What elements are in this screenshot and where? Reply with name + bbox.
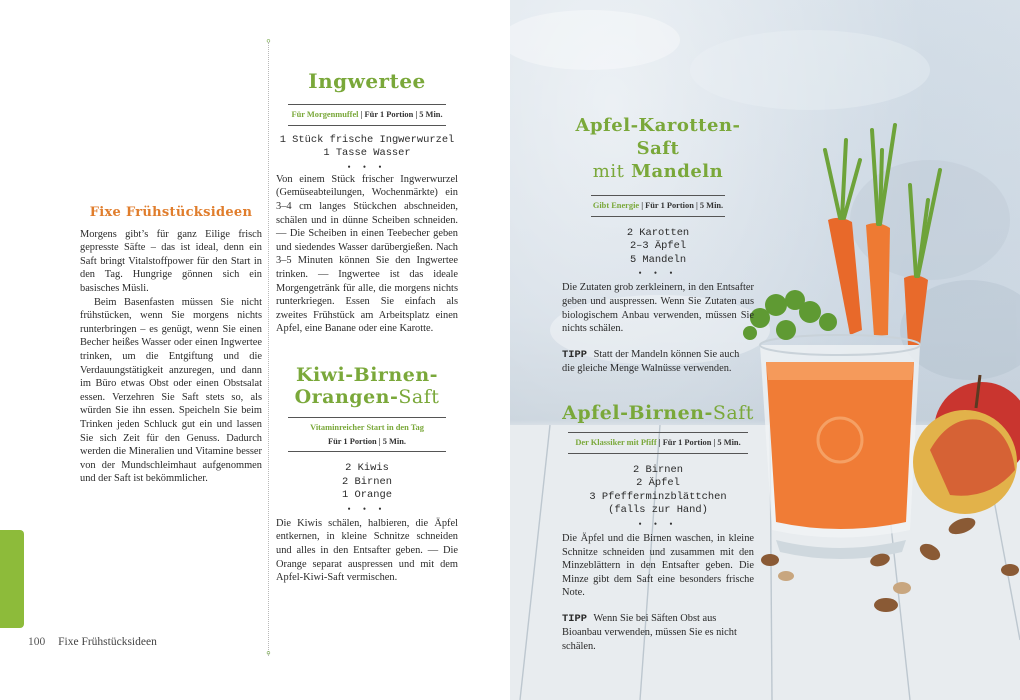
juice-recipes <box>562 114 754 654</box>
recipe-title-bold: Apfel-Birnen- <box>562 401 713 424</box>
ingredient-item: 1 Tasse Wasser <box>323 147 411 160</box>
separator-dots: • • • <box>347 161 387 172</box>
ingredient-item: 2 Birnen <box>633 463 683 476</box>
intro-paragraph: Beim Basenfasten müssen Sie nicht frühstücken, wenn Sie morgens nichts runterbringen – es genügt, wenn Sie einen Becher heißes Wasser oder einen Ingwertee trinken, um die Entgiftung und die Verdauungstätigkeit anzuregen, und dann im Büro etwas Obst oder einen Obstsalat essen. Verzehren Sie Saft stets so, als würden Sie ihn essen. Speicheln Sie beim Trinken jeden Schluck gut ein und lassen Sie sich Zeit für den Genuss. Dadurch werden die Mineralien und Vitamine besser von der Mundschleimhaut aufgenommen und der Saft ist bekömmlicher. <box>80 296 262 485</box>
column-divider <box>268 42 269 656</box>
recipe-column <box>276 70 458 585</box>
recipe-meta-tag: Für Morgenmuffel <box>291 110 359 119</box>
recipe-instructions: Die Zutaten grob zerkleinern, in den Entsafter geben und auspressen. Wenn Sie Zutaten aus biologischem Anbau verwenden, müssen Sie nichts schälen. <box>562 282 754 335</box>
ingredient-list <box>562 227 754 268</box>
recipe-title-line <box>562 160 754 183</box>
tip-text: Wenn Sie bei Säften Obst aus Bioanbau verwenden, müssen Sie es nicht schälen. <box>562 612 737 653</box>
tip-label: TIPP <box>562 612 587 625</box>
section-name: Fixe Frühstücksideen <box>58 636 157 648</box>
ingredient-item: 2–3 Äpfel <box>629 240 687 253</box>
recipe-title-line <box>276 386 458 408</box>
intro-paragraph: Morgens gibt’s für ganz Eilige frisch gepresste Säfte – das ist ideal, denn ein Saft bringt Vitalstoffpower für den Start in den Tag. Hungrige gönnen sich ein basisches Müsli. <box>80 228 262 294</box>
recipe-instructions: Die Äpfel und die Birnen waschen, in kleine Schnitze schneiden und zusammen mit den Minzeblättern in den Entsafter geben. Die Minze gibt dem Saft eine besonders frische Note. <box>562 532 754 599</box>
recipe-title-bold: Orangen- <box>294 385 399 408</box>
recipe-title-kiwi <box>276 364 458 408</box>
recipe-title-line: Kiwi-Birnen- <box>295 363 439 386</box>
ingredient-list <box>276 134 458 161</box>
recipe-meta-tag: Gibt Energie <box>592 201 640 210</box>
intro-column <box>80 206 262 486</box>
recipe-instructions: Von einem Stück frischer Ingwerwurzel (Gemüseabteilungen, Wochenmärkte) ein 3–4 cm langes Stückchen abschneiden, schälen und in dünne Scheiben schneiden. — Die Scheiben in einen Teebecher geben und siedendes Wasser darübergießen. Nach 3–5 Minuten können Sie den Ingwertee trinken. — Ingwertee ist das ideale Morgengetränk für alle, die morgens nichts runterkriegen. Essen Sie einfach als zweites Frühstück am Arbeitsplatz einen Apfel, eine Banane oder eine Karotte. <box>276 173 458 335</box>
ingredient-list <box>276 462 458 503</box>
recipe-tip <box>562 612 754 654</box>
ingredient-item: 3 Pfefferminzblättchen <box>589 490 727 503</box>
recipe-tip <box>562 348 754 376</box>
ingredient-list <box>562 464 754 518</box>
ingredient-item: 1 Orange <box>342 489 392 502</box>
recipe-meta-info: Für 1 Portion | 5 Min. <box>328 436 406 446</box>
recipe-title-soft: Saft <box>398 385 440 408</box>
juice-glass <box>760 335 920 559</box>
recipe-title-apfel-karotten <box>562 114 754 183</box>
recipe-meta <box>591 195 725 217</box>
page-footer <box>28 636 157 648</box>
recipe-title-bold: Mandeln <box>631 161 724 182</box>
recipe-title-soft: Saft <box>712 401 754 424</box>
separator-dots: • • • <box>638 268 678 279</box>
separator-dots: • • • <box>347 503 387 514</box>
intro-title: Fixe Frühstücksideen <box>89 205 253 220</box>
recipe-meta <box>288 417 446 452</box>
recipe-meta-info: | Für 1 Portion | 5 Min. <box>658 437 741 447</box>
tip-label: TIPP <box>562 348 587 361</box>
ingredient-item: 1 Stück frische Ingwerwurzel <box>279 133 455 146</box>
ingredient-item: 5 Mandeln <box>629 253 687 266</box>
recipe-title-apfel-birnen <box>562 402 754 424</box>
right-page <box>510 0 1020 700</box>
ingredient-item: (falls zur Hand) <box>608 504 708 517</box>
recipe-meta-tag: Der Klassiker mit Pfiff <box>575 437 657 447</box>
carrots <box>825 125 940 345</box>
ingredient-item: 2 Karotten <box>626 226 690 239</box>
recipe-instructions: Die Kiwis schälen, halbieren, die Äpfel entkernen, in kleine Schnitze schneiden und alles in den Entsafter geben. — Die Orange separat auspressen und mit dem Apfel-Kiwi-Saft vermischen. <box>276 517 458 584</box>
divider-ornament-icon: ⸰ <box>265 36 272 46</box>
divider-ornament-icon: ⸰ <box>265 648 272 658</box>
chapter-tab <box>0 530 24 628</box>
recipe-title-ingwertee: Ingwertee <box>308 69 426 93</box>
tip-text: Statt der Mandeln können Sie auch die gleiche Menge Walnüsse verwenden. <box>562 348 740 375</box>
ingredient-item: 2 Birnen <box>342 475 392 488</box>
ingredient-item: 2 Kiwis <box>345 462 389 475</box>
recipe-title-line: Apfel-Karotten-Saft <box>575 115 741 159</box>
recipe-meta <box>288 104 446 126</box>
recipe-meta-tag: Vitaminreicher Start in den Tag <box>310 422 424 432</box>
recipe-meta-info: | Für 1 Portion | 5 Min. <box>360 110 443 119</box>
recipe-meta-info: | Für 1 Portion | 5 Min. <box>641 201 724 210</box>
separator-dots: • • • <box>638 518 678 529</box>
ingredient-item: 2 Äpfel <box>636 477 680 490</box>
recipe-title-soft: mit <box>592 161 625 182</box>
page-number: 100 <box>28 636 46 648</box>
recipe-meta <box>568 432 748 454</box>
apples <box>913 375 1020 514</box>
